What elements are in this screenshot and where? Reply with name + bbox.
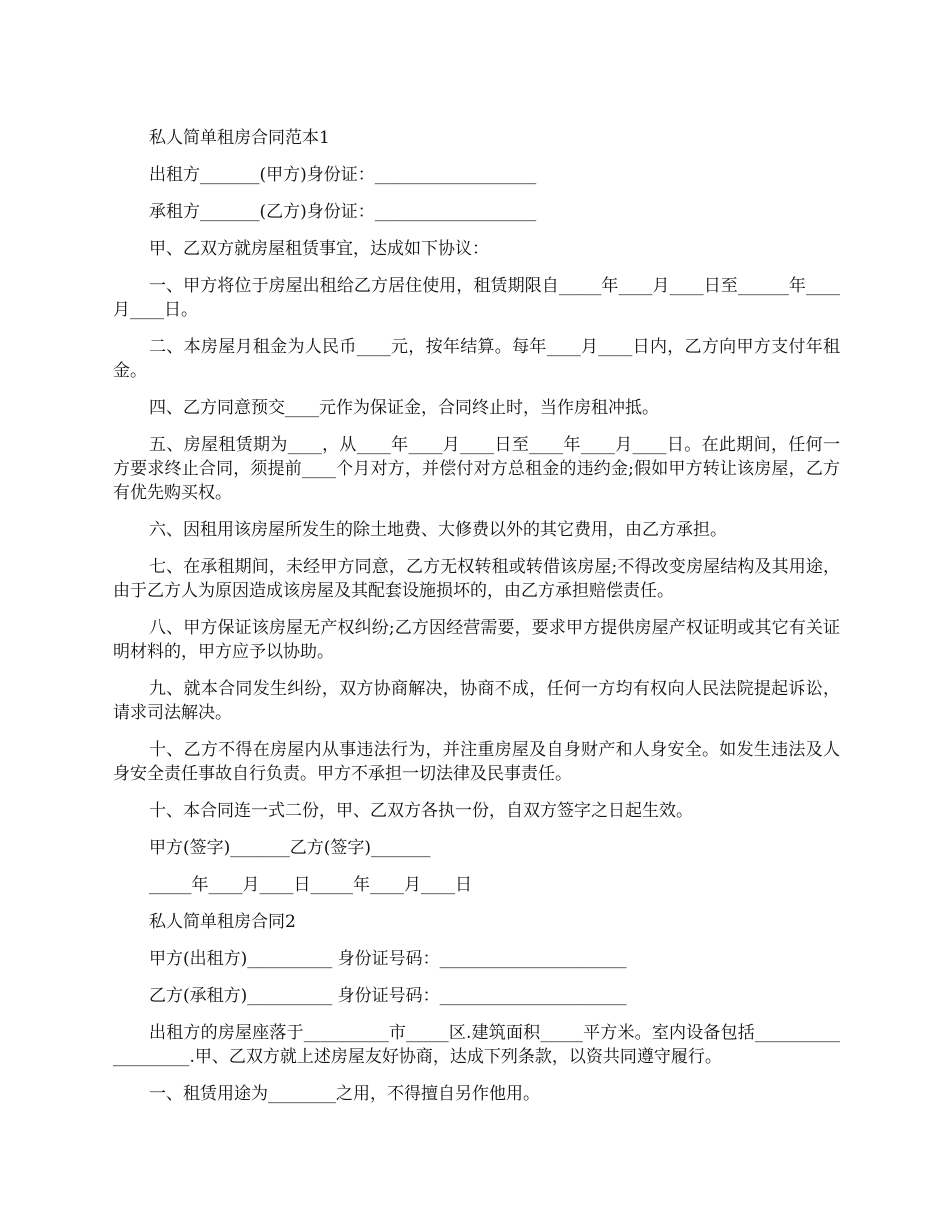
clause-5: 五、房屋租赁期为____，从____年____月____日至____年____月____日。在此期间，任何一方要求终止合同，须提前____个月对方，并偿付对方总租金的违约金;假如甲方转让该房屋，乙方有优先购买权。 — [113, 435, 840, 503]
clause-2: 二、本房屋月租金为人民币____元，按年结算。每年____月____日内，乙方向甲方支付年租金。 — [113, 337, 840, 381]
clause-6: 六、因租用该房屋所发生的除土地费、大修费以外的其它费用，由乙方承担。 — [149, 520, 727, 540]
clause-8: 八、甲方保证该房屋无产权纠纷;乙方因经营需要，要求甲方提供房屋产权证明或其它有关证明材料的，甲方应予以协助。 — [113, 618, 840, 662]
clause-1: 一、甲方将位于房屋出租给乙方居住使用，租赁期限自_____年____月____日至______年____月____日。 — [113, 276, 840, 320]
signature-line: 甲方(签字)_______乙方(签字)_______ — [149, 838, 431, 858]
clause-7: 七、在承租期间，未经甲方同意，乙方无权转租或转借该房屋;不得改变房屋结构及其用途，由于乙方人为原因造成该房屋及其配套设施损坏的，由乙方承担赔偿责任。 — [113, 557, 840, 601]
party-b-line: 乙方(承租方)__________ 身份证号码：______________________ — [149, 986, 627, 1006]
clause-10: 十、乙方不得在房屋内从事违法行为，并注重房屋及自身财产和人身安全。如发生违法及人身安全责任事故自行负责。甲方不承担一切法律及民事责任。 — [113, 740, 840, 784]
agreement-intro: 甲、乙双方就房屋租赁事宜，达成如下协议： — [149, 239, 489, 259]
lessee-line: 承租方_______(乙方)身份证：___________________ — [149, 202, 537, 222]
doc-title-2: 私人简单租房合同2 — [149, 912, 296, 932]
property-location: 出租方的房屋座落于__________市_____区.建筑面积_____平方米。室内设备包括___________________.甲、乙双方就上述房屋友好协商，达成下列条款，以资共同遵守履行。 — [113, 1023, 840, 1067]
clause-9: 九、就本合同发生纠纷，双方协商解决，协商不成，任何一方均有权向人民法院提起诉讼，请求司法解决。 — [113, 679, 840, 723]
party-a-line: 甲方(出租方)__________ 身份证号码：______________________ — [149, 949, 627, 969]
lessor-line: 出租方_______(甲方)身份证：___________________ — [149, 165, 537, 185]
clause-4: 四、乙方同意预交____元作为保证金，合同终止时，当作房租冲抵。 — [149, 398, 659, 418]
clause-10b: 十、本合同连一式二份，甲、乙双方各执一份，自双方签字之日起生效。 — [149, 801, 693, 821]
lease-use-clause: 一、租赁用途为________之用，不得擅自另作他用。 — [149, 1084, 540, 1104]
doc-title-1: 私人简单租房合同范本1 — [149, 128, 330, 148]
date-line: _____年____月____日_____年____月____日 — [149, 875, 472, 895]
document-body — [113, 126, 840, 1119]
